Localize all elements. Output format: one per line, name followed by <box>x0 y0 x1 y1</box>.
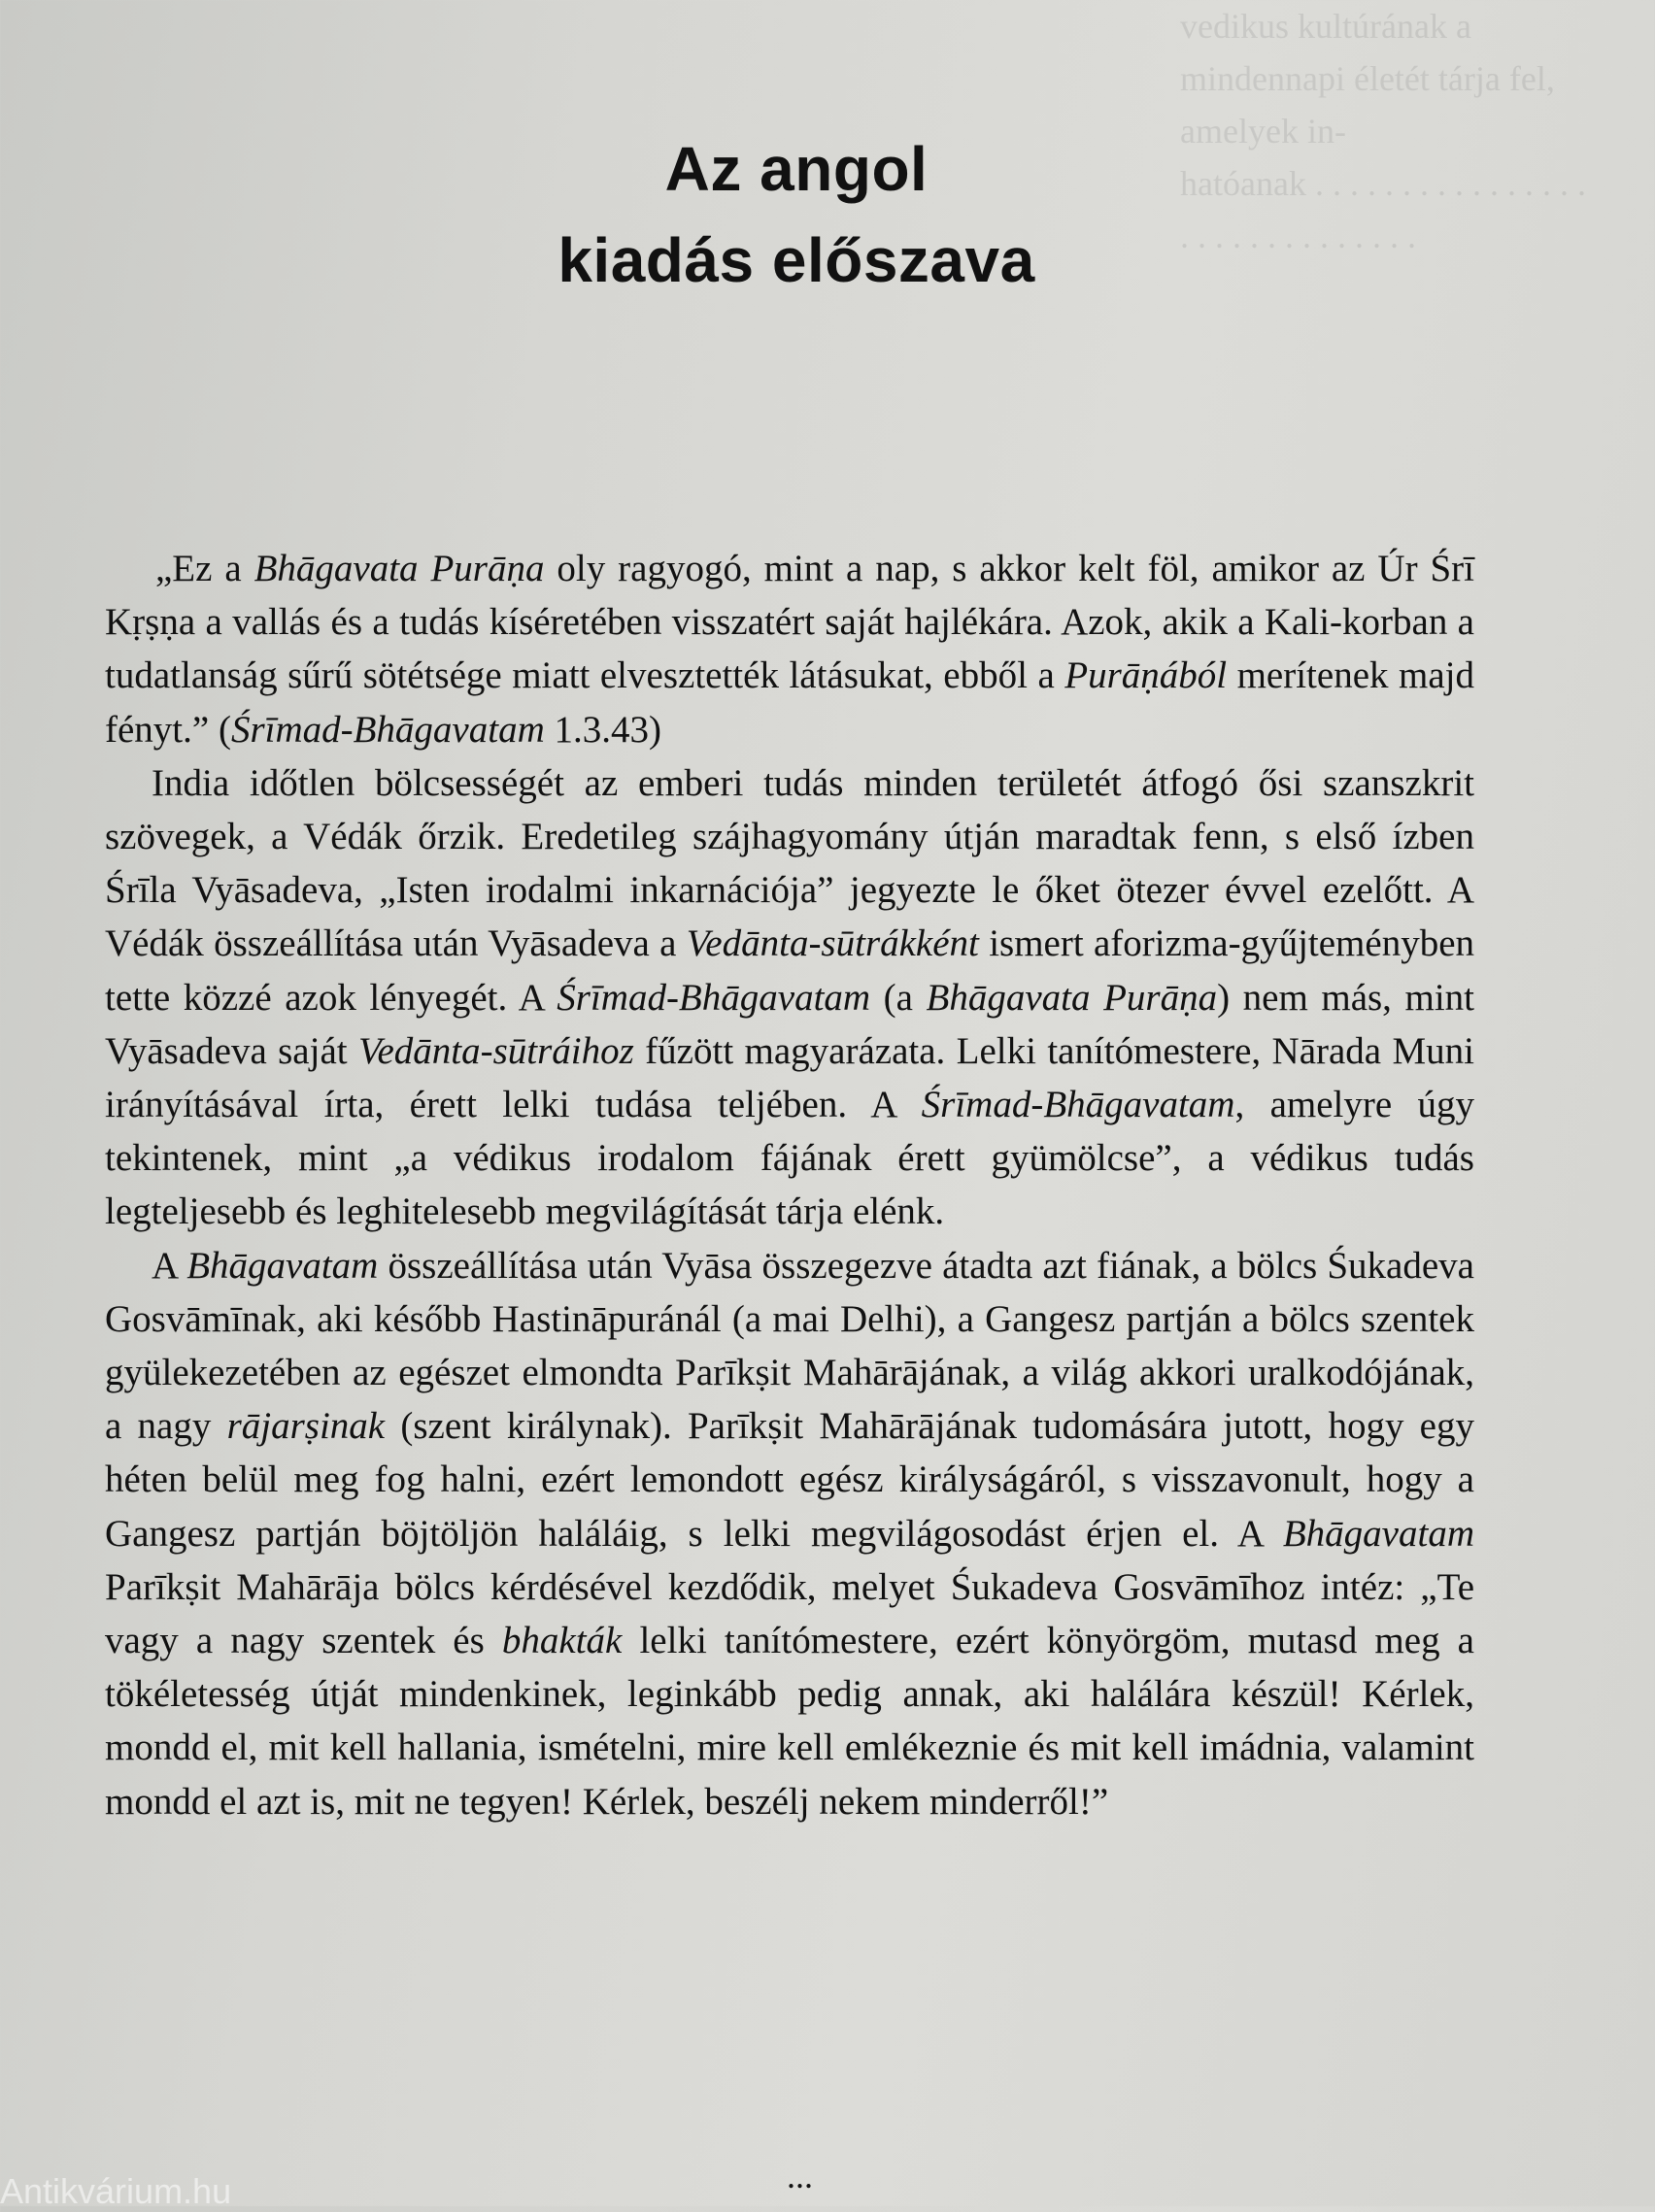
italic-term: Vedānta-sūtrákként <box>686 922 979 965</box>
italic-term: rājarṣinak <box>226 1405 386 1448</box>
paragraph-2 <box>105 756 1474 1239</box>
text-run: , amelyre úgy tekintenek, mint „a védikus irodalom fájának érett gyümölcse”, a védikus tudás legteljesebb és leghitelesebb megvilágítását tárja elénk. <box>105 1084 1474 1233</box>
italic-term: Śrīmad-Bhāgavatam <box>921 1084 1235 1126</box>
facing-page-bleedthrough: vedikus kultúrának a mindennapi életét tárja fel, amelyek in- hatóanak . . . . . . . . . . . . . . . . . . . . . . . . . . . . . . <box>1180 7 1586 255</box>
watermark-text: Antikvárium.hu <box>0 2171 232 2211</box>
text-run: A <box>152 1244 187 1287</box>
paragraph-3 <box>105 1239 1474 1828</box>
italic-term: Bhāgavata Purāṇa <box>926 976 1218 1019</box>
text-run: (szent királynak). Parīkṣit Mahārājának tudomására jutott, hogy egy héten belül meg fog halni, ezért lemondott egész királyságáról, s visszavonult, hogy a Gangesz partján böjtöljön haláláig, s lelki megvilágosodást érjen el. A <box>105 1405 1474 1555</box>
text-run: ismert aforizma-gyűjteményben tette közzé azok lényegét. A <box>105 922 1475 1019</box>
italic-term: Vedānta-sūtráihoz <box>357 1029 634 1072</box>
text-run: (a <box>870 976 927 1019</box>
text-run: India időtlen bölcsességét az emberi tudás minden területét átfogó ősi szanszkrit szövegek, a Védák őrzik. Eredetileg szájhagyomány útján maradtak fenn, s első ízben Śrīla Vyāsadeva, „Isten irodalmi inkarnációja” jegyezte le őket ötezer évvel ezelőtt. A Védák összeállítása után Vyāsadeva a <box>105 761 1474 965</box>
italic-term: Śrīmad-Bhāgavatam <box>557 976 871 1019</box>
body-text <box>105 542 1474 1828</box>
text-run: 1.3.43) <box>544 708 661 751</box>
paragraph-quote <box>105 542 1474 756</box>
text-run: „Ez a <box>155 548 254 589</box>
italic-term: Śrīmad-Bhāgavatam <box>230 708 545 751</box>
text-run: Parīkṣit Mahārāja bölcs kérdésével kezdődik, melyet Śukadeva Gosvāmīhoz intéz: „Te vagy a nagy szentek és <box>105 1565 1474 1662</box>
italic-term: bhakták <box>501 1620 623 1662</box>
chapter-title <box>486 123 1107 306</box>
text-run: merítenek majd fényt.” ( <box>105 654 1474 751</box>
italic-term: Bhāgavata Purāṇa <box>253 548 545 589</box>
text-run: ) nem más, mint Vyāsadeva saját <box>105 976 1475 1072</box>
italic-term: Bhāgavatam <box>186 1244 379 1287</box>
text-run: lelki tanítómestere, ezért könyörgöm, mutasd meg a tökéletesség útját mindenkinek, leginkább pedig annak, aki halálára készül! Kérlek, mondd el, mit kell hallania, ismételni, mire kell emlékeznie és mit kell imádnia, valamint mondd el azt is, mit ne tegyen! Kérlek, beszélj nekem minderről!” <box>105 1620 1474 1823</box>
italic-term: Bhāgavatam <box>1282 1512 1474 1555</box>
continuation-ellipsis: ... <box>787 2157 813 2195</box>
text-run: fűzött magyarázata. Lelki tanítómestere, Nārada Muni irányításával írta, érett lelki tudása teljében. A <box>105 1029 1474 1126</box>
text-run: oly ragyogó, mint a nap, s akkor kelt föl, amikor az Úr Śrī Kṛṣṇa a vallás és a tudás kíséretében visszatért saját hajlékára. Azok, akik a Kali-korban a tudatlanság sűrű sötétsége miatt elvesztették látásukat, ebből a <box>105 548 1474 697</box>
chapter-title-line-2: kiadás előszava <box>557 224 1035 295</box>
chapter-title-line-1: Az angol <box>664 133 929 204</box>
text-run: összeállítása után Vyāsa összegezve átadta azt fiának, a bölcs Śukadeva Gosvāmīnak, aki később Hastināpuránál (a mai Delhi), a Gangesz partján a bölcs szentek gyülekezetében az egészet elmondta Parīkṣit Mahārājának, a világ akkori uralkodójának, a nagy <box>105 1244 1474 1448</box>
italic-term: Purāṇából <box>1064 654 1228 697</box>
